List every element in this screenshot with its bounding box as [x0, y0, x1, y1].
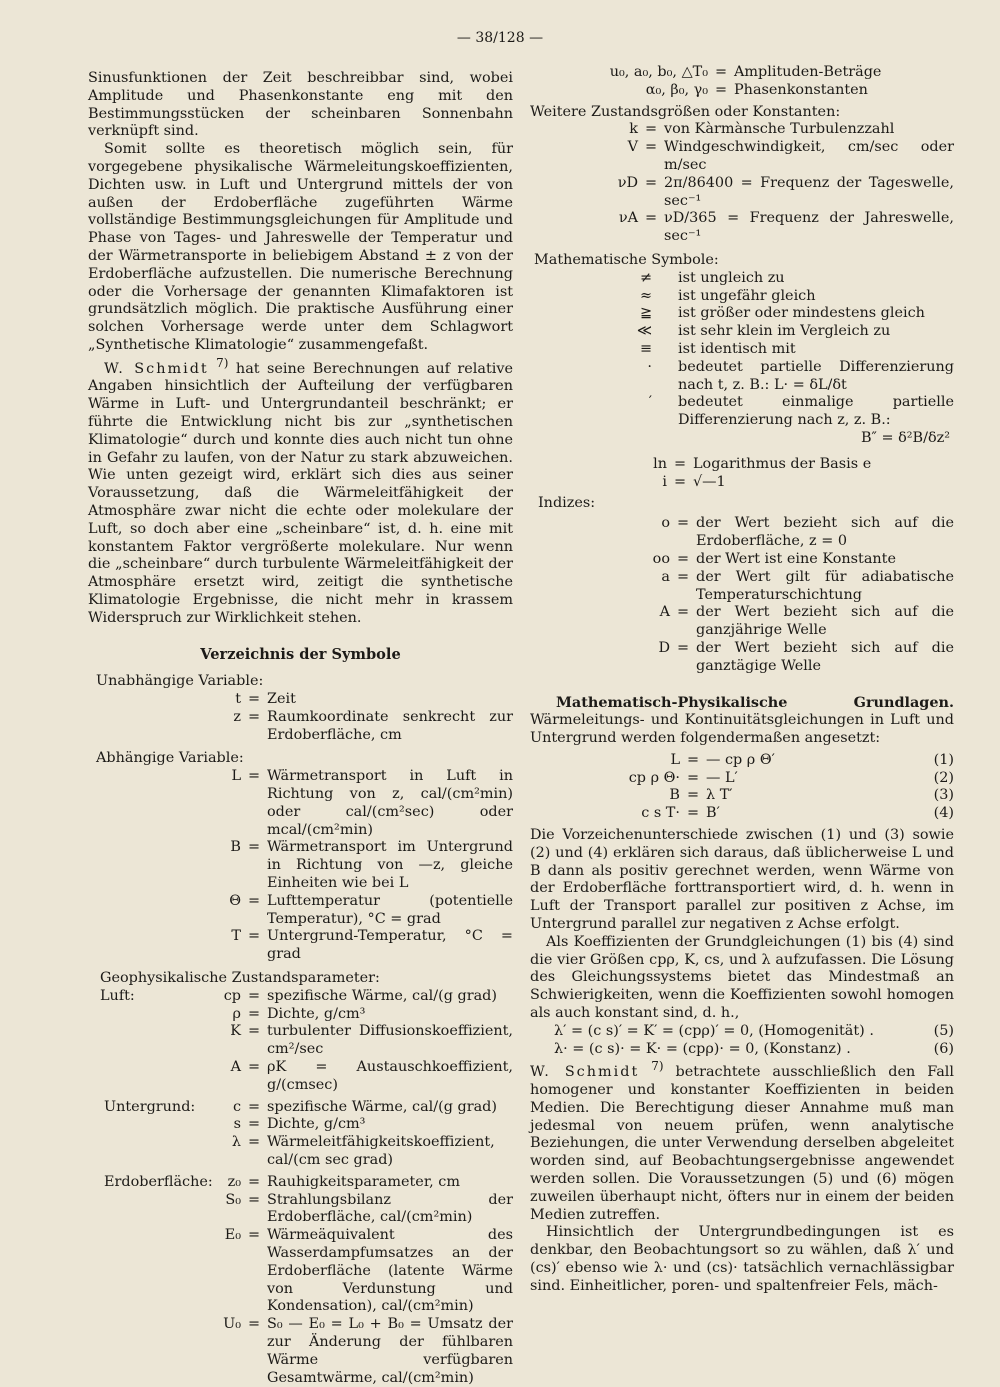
symbol-description: bedeutet einmalige partielle Differenzierung nach z, z. B.: [678, 394, 954, 429]
equation-num: (1) [933, 751, 954, 768]
equation-row [530, 770, 954, 788]
symbol-description: ist identisch mit [678, 340, 796, 357]
equals-sign: = [247, 1191, 261, 1208]
symbol-description: Untergrund-Temperatur, °C = grad [267, 928, 513, 963]
equals-sign: = [673, 455, 687, 472]
symbol-description: bedeutet partielle Differenzierung nach t, z. B.: L· = δL/δt [678, 358, 954, 393]
symbol: V [627, 139, 638, 156]
formula: B″ = δ²B/δz² [860, 429, 950, 446]
symbol-definition [530, 474, 954, 492]
symbol-description: Wärmeäquivalent des Wasserdampfumsatzes an der Erdoberfläche (latente Wärme von Verdunstung und Kondensation), cal/(cm²min) [267, 1227, 513, 1315]
symbol-definition [530, 82, 954, 100]
symbol-description: Zeit [267, 691, 296, 708]
symbol: K [230, 1023, 241, 1040]
group-surface [88, 1174, 513, 1387]
symbol: α₀, β₀, γ₀ [645, 81, 708, 98]
equals-sign: = [247, 1005, 261, 1022]
paragraph: Die Vorzeichenunterschiede zwischen (1) und (3) sowie (2) und (4) erklären sich daraus, daß üblicherweise L und B dann als positiv gerechnet werden, wenn Wärme von der Erdoberfläche forttransportiert wird, d. h. wenn in Luft der Transport parallel zur positiven z Achse, im Untergrund parallel zur negativen z Achse erfolgt. [530, 827, 954, 933]
symbol-definition [88, 709, 513, 745]
equation-lhs: B [669, 787, 680, 804]
group-air [88, 988, 513, 1095]
symbol-description: Wärmetransport in Luft in Richtung von z, cal/(cm²min) oder cal/(cm²sec) oder mcal/(cm²min) [267, 768, 513, 838]
equation-num: (4) [933, 805, 954, 822]
equation-row [530, 787, 954, 805]
symbol: D [658, 639, 670, 656]
equals-sign: = [644, 139, 658, 156]
group-label: Erdoberfläche: [104, 1173, 213, 1190]
symbol-definition [88, 839, 513, 892]
equation-lhs: L [670, 751, 680, 768]
symbol-list-dependent [88, 768, 513, 964]
group-label: Luft: [100, 987, 135, 1004]
symbol: ≡ [639, 340, 652, 357]
equation-eq: = [686, 751, 700, 768]
symbol: ′ [648, 394, 652, 411]
symbol-definition [88, 691, 513, 709]
group-label: Geophysikalische Zustandsparameter: [100, 970, 380, 987]
symbol-definition [88, 928, 513, 964]
equation-rhs: B′ [706, 805, 720, 822]
symbol-definition [530, 305, 954, 323]
log-list [530, 456, 954, 492]
amplitude-list [530, 64, 954, 100]
symbol: z₀ [227, 1173, 241, 1190]
symbol: · [647, 358, 652, 375]
group-indices [530, 495, 954, 675]
author-name: W. Schmidt [530, 1064, 640, 1081]
symbol-definition [88, 1227, 513, 1316]
equation-num: (2) [933, 769, 954, 786]
right-column [530, 64, 954, 1296]
symbol: E₀ [224, 1227, 241, 1244]
symbol-definition [530, 640, 954, 676]
author-name: W. Schmidt [104, 360, 209, 377]
equals-sign: = [644, 174, 658, 191]
symbol-definition [88, 1316, 513, 1387]
equation-eq: = [686, 805, 700, 822]
symbol: L [231, 768, 241, 785]
symbol-definition [88, 1023, 513, 1059]
constants-list [530, 121, 954, 246]
symbol-description: ist größer oder mindestens gleich [678, 305, 925, 322]
symbol: Θ [229, 892, 241, 909]
equals-sign [654, 341, 676, 359]
symbol-definition [530, 175, 954, 211]
equals-sign: = [676, 639, 690, 656]
symbol: νA [618, 210, 638, 227]
symbol: a [661, 568, 670, 585]
symbol-definition [88, 1134, 513, 1170]
equation-lhs: cp ρ Θ· [628, 769, 680, 786]
group-label: Abhängige Variable: [96, 750, 244, 767]
equals-sign: = [644, 210, 658, 227]
equals-sign: = [247, 892, 261, 909]
symbol: T [231, 928, 241, 945]
equals-sign: = [247, 1316, 261, 1333]
symbol-description: von Kàrmànsche Turbulenzzahl [664, 121, 895, 138]
symbol-description: der Wert bezieht sich auf die Erdoberfläche, z = 0 [696, 515, 954, 550]
symbol-definition [88, 988, 513, 1006]
symbol-description: Wärmeleitfähigkeitskoeffizient, cal/(cm sec grad) [267, 1134, 495, 1169]
equals-sign: = [247, 1173, 261, 1190]
symbol: ≧ [639, 305, 652, 322]
symbol-definition [530, 551, 954, 569]
symbol-definition [530, 569, 954, 605]
equation-num: (3) [933, 787, 954, 804]
group-label: Weitere Zustandsgrößen oder Konstanten: [530, 103, 841, 120]
paragraph: Sinusfunktionen der Zeit beschreibbar sind, wobei Amplitude und Phasenkonstante eng mit den Bestimmungsstücken der scheinbaren Sonnenbahn verknüpft sind. [88, 70, 513, 140]
equals-sign: = [247, 1098, 261, 1115]
symbol-description: Phasenkonstanten [734, 81, 868, 98]
paragraph: Somit sollte es theoretisch möglich sein, für vorgegebene physikalische Wärmeleitungskoeffizienten, Dichten usw. in Luft und Untergrund mittels der von außen der Erdoberfläche zugeführten Wärme vollständige Bestimmungsgleichungen für Amplitude und Phase von Tages- und Jahreswelle der Temperatur und der Wärmetransporte in beliebigem Abstand ± z von der Erdoberfläche aufzustellen. Die numerische Berechnung oder die Vorhersage der genannten Klimafaktoren ist grundsätzlich möglich. Die praktische Ausführung einer solchen Vorhersage werde unter dem Schlagwort „Synthetische Klimatologie“ zusammengefaßt. [88, 141, 513, 353]
equals-sign [654, 394, 676, 430]
equals-sign: = [676, 568, 690, 585]
symbol-definition [530, 288, 954, 306]
paragraph: W. Schmidt $^{7)}$ betrachtete ausschließlich den Fall homogener und konstanter Koeffizienten in beiden Medien. Die Berechtigung dieser Annahme muß man jedesmal von neuem prüfen, wenn analytische Beziehungen, die unter Verwendung derselben abgeleitet worden sind, auf Beobachtungsergebnisse angewendet werden sollen. Die Voraussetzungen (5) und (6) mögen zuweilen überhaupt nicht, öfters nur in einem der beiden Medien zutreffen. [530, 1059, 954, 1223]
equals-sign: = [247, 1059, 261, 1076]
symbol: z [233, 708, 241, 725]
equation-rhs: — cp ρ Θ′ [706, 751, 775, 768]
symbol-description: Logarithmus der Basis e [693, 455, 872, 472]
symbol-description: Dichte, g/cm³ [267, 1005, 366, 1022]
group-ground [88, 1099, 513, 1170]
symbol-definition [88, 1116, 513, 1134]
paragraph: Mathematisch-Physikalische Grundlagen. Wärmeleitungs- und Kontinuitätsgleichungen in Luft und Untergrund werden folgendermaßen angesetzt: [530, 693, 954, 747]
symbol-description: Dichte, g/cm³ [267, 1116, 366, 1133]
equals-sign: = [247, 987, 261, 1004]
symbol-definition [88, 1006, 513, 1024]
equals-sign [654, 288, 676, 306]
equals-sign: = [247, 768, 261, 785]
symbol-description: der Wert bezieht sich auf die ganztägige Welle [696, 639, 954, 674]
equation-row [530, 805, 954, 823]
symbol: cp [223, 987, 241, 1004]
symbol: s [233, 1116, 241, 1133]
symbol: ≈ [639, 287, 652, 304]
reference-marker: 7) [651, 1059, 664, 1074]
symbol-description: Strahlungsbilanz der Erdoberfläche, cal/(cm²min) [267, 1191, 513, 1226]
symbol-description: der Wert bezieht sich auf die ganzjährige Welle [696, 604, 954, 639]
symbol: ≠ [639, 269, 652, 286]
paragraph: Als Koeffizienten der Grundgleichungen (1) bis (4) sind die vier Größen cpρ, K, cs, und λ aufzufassen. Die Lösung des Gleichungssystems bietet das Mindestmaß an Schwierigkeiten, wenn die Koeffizienten sowohl homogen als auch konstant sind, d. h., [530, 933, 954, 1022]
symbol-definition [530, 323, 954, 341]
symbol: ≪ [636, 323, 652, 340]
equals-sign: = [247, 839, 261, 856]
symbol-definition [530, 515, 954, 551]
equation-rhs: — L′ [706, 769, 738, 786]
symbol-description: 2π/86400 = Frequenz der Tageswelle, sec⁻¹ [664, 174, 954, 209]
symbol: A [230, 1059, 241, 1076]
equals-sign [654, 359, 676, 395]
symbol-definition [530, 270, 954, 288]
equation-5: λ′ = (c s)′ = K′ = (cpρ)′ = 0, (Homogenität) . (5) [554, 1022, 954, 1039]
reference-marker: 7) [216, 355, 229, 370]
equals-sign: = [247, 1227, 261, 1244]
symbol: U₀ [223, 1316, 241, 1333]
group-label: Indizes: [538, 495, 596, 512]
equation-eq: = [686, 787, 700, 804]
symbol-description: Amplituden-Beträge [734, 64, 882, 80]
equals-sign: = [247, 1116, 261, 1133]
symbol-description: S₀ — E₀ = L₀ + B₀ = Umsatz der zur Änderung der fühlbaren Wärme verfügbaren Gesamtwärme, cal/(cm²min) [267, 1316, 513, 1386]
symbol-description: νD/365 = Frequenz der Jahreswelle, sec⁻¹ [664, 210, 954, 245]
symbol: k [629, 121, 638, 138]
symbol-description: ρK = Austauschkoeffizient, g/(cmsec) [267, 1059, 513, 1093]
section-heading: Mathematisch-Physikalische Grundlagen. [556, 693, 954, 711]
symbol-definition [530, 604, 954, 640]
symbol: oo [652, 550, 670, 567]
group-label: Untergrund: [104, 1098, 196, 1115]
symbol: i [662, 473, 667, 490]
symbol: ρ [232, 1005, 241, 1022]
equals-sign: = [676, 515, 690, 532]
equals-sign: = [676, 604, 690, 621]
symbol-description: spezifische Wärme, cal/(g grad) [267, 1098, 497, 1115]
group-label: Mathematische Symbole: [534, 251, 719, 268]
symbol-list-independent [88, 691, 513, 744]
symbol-definition [530, 394, 954, 430]
symbol: B [230, 839, 241, 856]
equals-sign: = [247, 1134, 261, 1151]
equals-sign: = [247, 708, 261, 725]
symbol: S₀ [225, 1191, 241, 1208]
group-label: Unabhängige Variable: [96, 673, 264, 690]
symbol: o [661, 515, 670, 532]
symbol-description: Wärmetransport im Untergrund in Richtung von —z, gleiche Einheiten wie bei L [267, 839, 513, 892]
symbol-description: Lufttemperatur (potentielle Temperatur), °C = grad [267, 892, 513, 927]
equals-sign: = [676, 550, 690, 567]
symbol-definition [530, 139, 954, 175]
equals-sign: = [247, 691, 261, 708]
equals-sign: = [644, 121, 658, 138]
symbol-description: ist ungleich zu [678, 269, 785, 286]
section-heading: Verzeichnis der Symbole [200, 645, 401, 663]
paragraph: Hinsichtlich der Untergrundbedingungen ist es denkbar, den Beobachtungsort so zu wählen, daß λ′ und (cs)′ ebenso wie λ· und (cs)· tatsächlich vernachlässigbar sind. Einheitlicher, poren- und spaltenfreier Fels, mäch- [530, 1224, 954, 1294]
symbol-definition [530, 341, 954, 359]
symbol: t [235, 691, 241, 708]
symbol-description: spezifische Wärme, cal/(g grad) [267, 987, 497, 1004]
symbol: c [232, 1098, 241, 1115]
symbol-definition [530, 456, 954, 474]
symbol-definition [530, 359, 954, 395]
equation-block [530, 752, 954, 823]
equation-6: λ· = (c s)· = K· = (cpρ)· = 0, (Konstanz) . (6) [554, 1040, 954, 1057]
symbol-description: Windgeschwindigkeit, cm/sec oder m/sec [664, 139, 954, 173]
equals-sign: = [714, 81, 728, 98]
symbol-definition [530, 64, 954, 82]
symbol-description: ist sehr klein im Vergleich zu [678, 323, 891, 340]
math-symbols-list [530, 270, 954, 430]
symbol-definition [88, 768, 513, 839]
equals-sign: = [714, 64, 728, 80]
symbol: λ [231, 1134, 241, 1151]
equation-row [530, 752, 954, 770]
equals-sign: = [673, 473, 687, 490]
equation-rhs: λ T′ [706, 787, 733, 804]
symbol: νD [617, 174, 638, 191]
symbol: ln [653, 455, 667, 472]
left-column [88, 70, 513, 1387]
equation-eq: = [686, 769, 700, 786]
symbol: A [659, 604, 670, 621]
symbol-definition [88, 893, 513, 929]
symbol-description: turbulenter Diffusionskoeffizient, cm²/sec [267, 1023, 513, 1058]
symbol-description: ist ungefähr gleich [678, 287, 816, 304]
symbol-description: Rauhigkeitsparameter, cm [267, 1173, 460, 1190]
page-number: — 38/128 — [456, 30, 544, 46]
equals-sign [654, 323, 676, 341]
equation-lhs: c s T· [641, 805, 680, 822]
symbol-description: Raumkoordinate senkrecht zur Erdoberfläche, cm [267, 708, 513, 743]
symbol-definition [88, 1059, 513, 1095]
equals-sign: = [247, 1023, 261, 1040]
symbol-description: der Wert ist eine Konstante [696, 550, 896, 567]
symbol-description: der Wert gilt für adiabatische Temperaturschichtung [696, 568, 954, 603]
equals-sign: = [247, 928, 261, 945]
equals-sign [654, 270, 676, 288]
symbol-definition [530, 210, 954, 246]
symbol-definition [88, 1192, 513, 1228]
symbol: u₀, a₀, b₀, △T₀ [609, 64, 708, 80]
paragraph: W. Schmidt $^{7)}$ hat seine Berechnungen auf relative Angaben hinsichtlich der Aufteilung der verfügbaren Wärme in Luft- und Untergrundanteil beschränkt; er führte die Entwicklung nicht bis zur „synthetischen Klimatologie“ durch und konnte dies auch nicht tun ohne in Gefahr zu laufen, von der Natur zu stark abzuweichen. Wie unten gezeigt wird, erklärt sich dies aus seiner Voraussetzung, daß die Wärmeleitfähigkeit der Atmosphäre zwar nicht die echte oder molekulare der Luft, so doch aber eine „scheinbare“ ist, d. h. eine mit konstantem Faktor vergrößerte molekulare. Nur wenn die „scheinbare“ durch turbulente Wärmeleitfähigkeit der Atmosphäre ersetzt wird, zeitigt die synthetische Klimatologie Ergebnisse, die nicht mehr in krassem Widerspruch zur Wirklichkeit stehen. [88, 355, 513, 626]
equals-sign [654, 305, 676, 323]
symbol-definition [530, 121, 954, 139]
symbol-description: √—1 [693, 473, 726, 490]
